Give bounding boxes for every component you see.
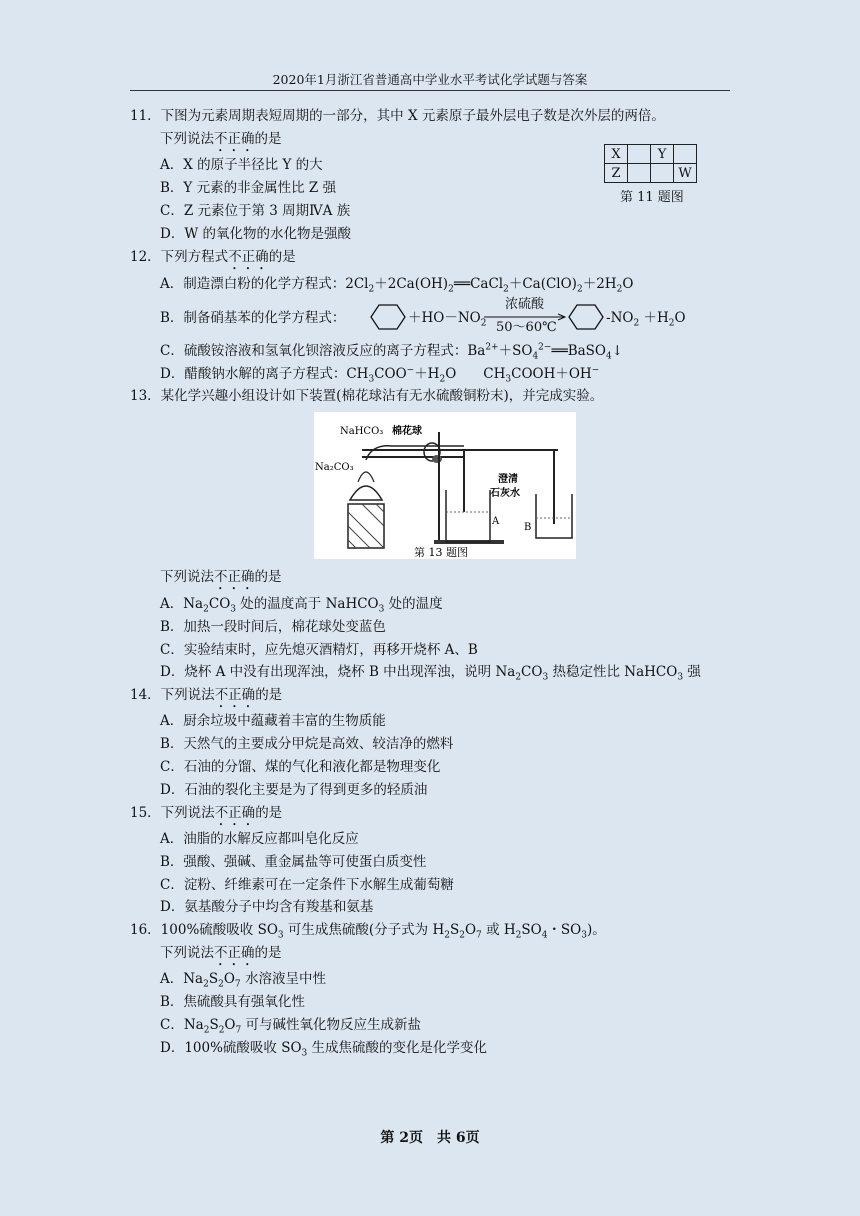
apparatus-drawing	[314, 412, 576, 559]
label-beaker-a: A	[492, 516, 500, 527]
q16-option-b: B．焦硫酸具有强氧化性	[160, 994, 305, 1010]
q13-stem: 13．某化学兴趣小组设计如下装置(棉花球沾有无水硫酸铜粉末)，并完成实验。	[130, 388, 604, 404]
q12-product: $-NO_2 +H_2O$	[606, 310, 686, 329]
q14-option-d: D．石油的裂化主要是为了得到更多的轻质油	[160, 782, 428, 798]
q11-option-d: D．W 的氧化物的水化物是强酸	[160, 226, 351, 242]
cell-empty	[674, 145, 697, 164]
label-limewater-2: 石灰水	[490, 488, 520, 499]
q11-prompt: 下列说法不正确的是	[160, 131, 282, 147]
q11-option-a: A．X 的原子半径比 Y 的大	[160, 157, 323, 173]
page-header: 2020年1月浙江省普通高中学业水平考试化学试题与答案	[272, 72, 588, 87]
q12-catalyst: 浓硫酸	[505, 297, 545, 312]
q16-prompt: 下列说法不正确的是	[160, 945, 282, 961]
cell-y: Y	[651, 145, 674, 164]
label-limewater-1: 澄清	[498, 474, 518, 485]
label-beaker-b: B	[524, 522, 532, 533]
cell-empty	[651, 164, 674, 183]
label-nahco3: NaHCO₃	[340, 426, 384, 437]
q13-option-b: B．加热一段时间后，棉花球处变蓝色	[160, 619, 386, 635]
periodic-table-fragment	[604, 144, 697, 183]
q14-option-a: A．厨余垃圾中蕴藏着丰富的生物质能	[160, 713, 386, 729]
q13-option-d: D．烧杯 A 中没有出现浑浊，烧杯 B 中出现浑浊，说明 $Na_2CO_3$ 热稳定性比 NaHCO$_3$ 强	[160, 664, 701, 683]
q11-option-c: C．Z 元素位于第 3 周期ⅣA 族	[160, 203, 351, 219]
cell-w: W	[674, 164, 697, 183]
cell-z: Z	[605, 164, 628, 183]
q11-stem: 11．下图为元素周期表短周期的一部分，其中 X 元素原子最外层电子数是次外层的两倍。	[130, 108, 665, 124]
q12-option-b: B．制备硝基苯的化学方程式：	[160, 310, 346, 326]
q14-option-b: B．天然气的主要成分甲烷是高效、较洁净的燃料	[160, 736, 454, 752]
q13-option-c: C．实验结束时，应先熄灭酒精灯，再移开烧杯 A、B	[160, 642, 478, 658]
q15-option-a: A．油脂的水解反应都叫皂化反应	[160, 831, 359, 847]
q12-temperature: 50～60℃	[496, 320, 557, 335]
q14-option-c: C．石油的分馏、煤的气化和液化都是物理变化	[160, 759, 441, 775]
q15-stem: 15．下列说法不正确的是	[130, 805, 283, 821]
q12-option-c: C．硫酸铵溶液和氢氧化钡溶液反应的离子方程式：$Ba^{2+}+SO_4^{2-}══BaSO_4↓$	[160, 342, 624, 362]
header-rule	[130, 90, 730, 91]
cell-empty	[628, 145, 651, 164]
page-footer: 第 2页 共 6页	[380, 1130, 480, 1146]
q13-option-a: A．$Na_2CO_3$ 处的温度高于 NaHCO$_3$ 处的温度	[160, 596, 443, 615]
q15-option-b: B．强酸、强碱、重金属盐等可使蛋白质变性	[160, 854, 427, 870]
q15-option-c: C．淀粉、纤维素可在一定条件下水解生成葡萄糖	[160, 877, 454, 893]
label-na2co3: Na₂CO₃	[315, 462, 354, 473]
benzene-ring-icon	[370, 303, 406, 331]
q13-prompt: 下列说法不正确的是	[160, 569, 282, 585]
q11-option-b: B．Y 元素的非金属性比 Z 强	[160, 180, 337, 196]
q16-option-d: D．100%硫酸吸收 $SO_3$ 生成焦硫酸的变化是化学变化	[160, 1040, 488, 1059]
cell-x: X	[605, 145, 628, 164]
q16-option-a: A．$Na_2S_2O_7$ 水溶液呈中性	[160, 971, 326, 990]
q11-caption: 第 11 题图	[620, 190, 684, 205]
q12-stem: 12．下列方程式不正确的是	[130, 249, 296, 265]
q16-stem: 16．100%硫酸吸收 $SO_3$ 可生成焦硫酸(分子式为 $H_2S_2O_7$ 或 $H_2SO_4$・$SO_3$)。	[130, 922, 606, 941]
q15-option-d: D．氨基酸分子中均含有羧基和氨基	[160, 899, 374, 915]
q12-option-d: D．醋酸钠水解的离子方程式：$CH_3COO^-+H_2O$ $CH_3COOH+OH^-$	[160, 365, 600, 385]
q12-option-a: A．制造漂白粉的化学方程式：$2Cl_2+2Ca(OH)_2══CaCl_2+Ca(ClO)_2+2H_2O$	[160, 276, 634, 295]
q16-option-c: C．$Na_2S_2O_7$ 可与碱性氧化物反应生成新盐	[160, 1017, 422, 1036]
q14-stem: 14．下列说法不正确的是	[130, 687, 283, 703]
benzene-ring-icon	[568, 303, 604, 331]
cell-empty	[628, 164, 651, 183]
q12-reagent: $+HO-NO_2$	[408, 310, 487, 329]
q13-caption: 第 13 题图	[414, 546, 468, 559]
label-cotton: 棉花球	[392, 426, 422, 437]
apparatus-figure	[314, 412, 576, 559]
